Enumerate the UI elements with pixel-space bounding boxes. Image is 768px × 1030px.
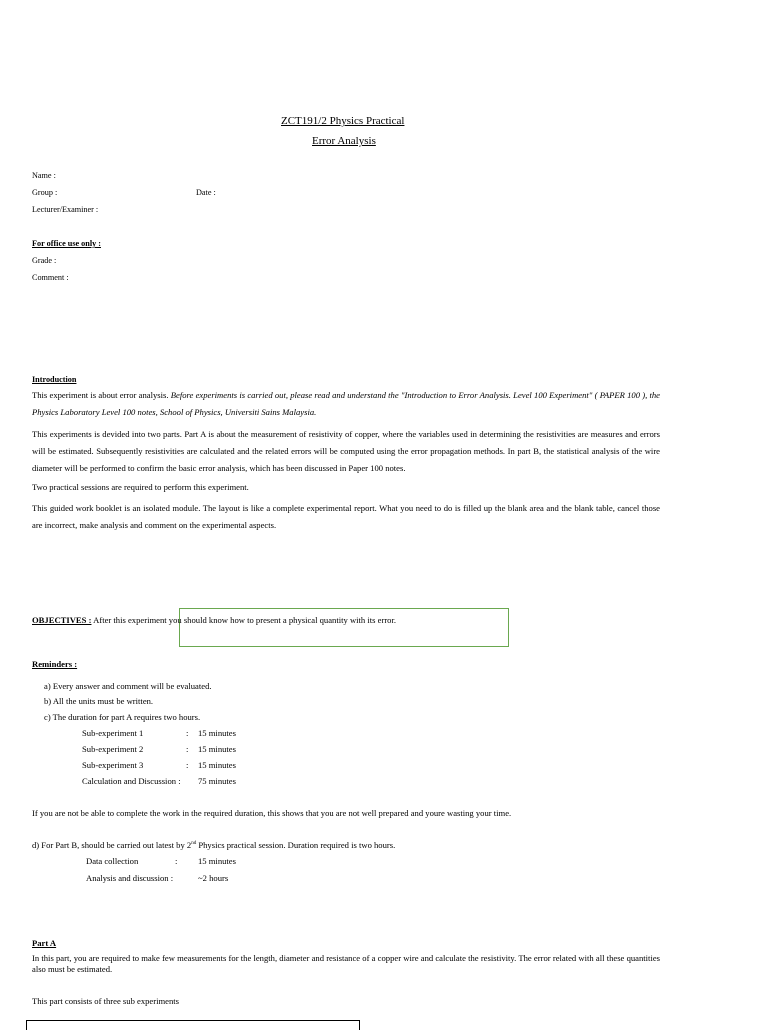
part-b-sep-1: : bbox=[175, 856, 178, 866]
reminder-item-c: c) The duration for part A requires two hours. bbox=[44, 712, 201, 722]
intro-p1-plain: This experiment is about error analysis. bbox=[32, 390, 171, 400]
office-use-heading: For office use only : bbox=[32, 239, 101, 248]
page-title: Error Analysis bbox=[312, 135, 376, 147]
reminder-item-a: a) Every answer and comment will be evaluated. bbox=[44, 681, 212, 691]
schedule-sep-3: : bbox=[186, 760, 189, 770]
schedule-sep-1: : bbox=[186, 728, 189, 738]
intro-paragraph-2: This experiments is devided into two parts. Part A is about the measurement of resistivity of copper, where the variables used in determining the resistivities are measures and errors will be estimated. Subsequently resistivities are calculated and the related errors will be computed using the error propagation methods. In part B, the statistical analysis of the wire diameter will be performed to confirm the basic error analysis, which has been discussed in Paper 100 notes. bbox=[32, 429, 660, 473]
part-b-label-1: Data collection bbox=[86, 856, 139, 866]
part-a-subexperiments: This part consists of three sub experiments bbox=[32, 996, 180, 1006]
schedule-label-1: Sub-experiment 1 bbox=[82, 728, 144, 738]
intro-paragraph-4: This guided work booklet is an isolated module. The layout is like a complete experimental report. What you need to do is filled up the blank area and the blank table, cancel those are incorrect, make analysis and comment on the experimental aspects. bbox=[32, 503, 660, 530]
intro-p1-italic: Before experiments is carried out, please read and understand the "Introduction to Error Analysis. Level 100 Experiment" ( PAPER 100 ), the Physics Laboratory Level 100 notes, School of Physics, Universiti Sains Malaysia. bbox=[32, 390, 660, 417]
intro-paragraph-3: Two practical sessions are required to perform this experiment. bbox=[32, 482, 249, 492]
introduction-heading: Introduction bbox=[32, 375, 77, 384]
table-top-edge bbox=[26, 1020, 360, 1030]
schedule-label-3: Sub-experiment 3 bbox=[82, 760, 144, 770]
reminder-item-d bbox=[32, 839, 395, 851]
reminder-item-b: b) All the units must be written. bbox=[44, 696, 154, 706]
group-label: Group : bbox=[32, 188, 58, 197]
lecturer-label: Lecturer/Examiner : bbox=[32, 205, 99, 214]
objectives-line bbox=[32, 614, 396, 626]
comment-label: Comment : bbox=[32, 273, 69, 282]
part-b-value-2: ~2 hours bbox=[198, 873, 229, 883]
schedule-value-4: 75 minutes bbox=[198, 776, 236, 786]
reminder-d-text: d) For Part B, should be carried out latest by 2 bbox=[32, 840, 192, 850]
reminder-d-text-end: Physics practical session. Duration required is two hours. bbox=[196, 840, 396, 850]
objectives-text: After this experiment you should know how to present a physical quantity with its error. bbox=[91, 615, 397, 625]
course-title: ZCT191/2 Physics Practical bbox=[281, 115, 405, 127]
schedule-value-1: 15 minutes bbox=[198, 728, 236, 738]
reminder-d-superscript: nd bbox=[191, 841, 197, 847]
grade-label: Grade : bbox=[32, 256, 57, 265]
schedule-value-3: 15 minutes bbox=[198, 760, 236, 770]
schedule-sep-2: : bbox=[186, 744, 189, 754]
part-a-paragraph: In this part, you are required to make few measurements for the length, diameter and resistance of a copper wire and calculate the resistivity. The error related with all these quantities also must be estimated. bbox=[32, 953, 660, 974]
objectives-label: OBJECTIVES : bbox=[32, 615, 92, 625]
schedule-label-4: Calculation and Discussion : bbox=[82, 776, 181, 786]
reminders-heading: Reminders : bbox=[32, 659, 78, 669]
schedule-label-2: Sub-experiment 2 bbox=[82, 744, 144, 754]
schedule-value-2: 15 minutes bbox=[198, 744, 236, 754]
part-b-value-1: 15 minutes bbox=[198, 856, 236, 866]
part-a-heading: Part A bbox=[32, 938, 57, 948]
name-label: Name : bbox=[32, 171, 56, 180]
date-label: Date : bbox=[196, 188, 216, 197]
part-b-label-2: Analysis and discussion : bbox=[86, 873, 174, 883]
intro-paragraph-1 bbox=[32, 387, 660, 421]
duration-warning: If you are not be able to complete the work in the required duration, this shows that you are not well prepared and youre wasting your time. bbox=[32, 808, 512, 818]
